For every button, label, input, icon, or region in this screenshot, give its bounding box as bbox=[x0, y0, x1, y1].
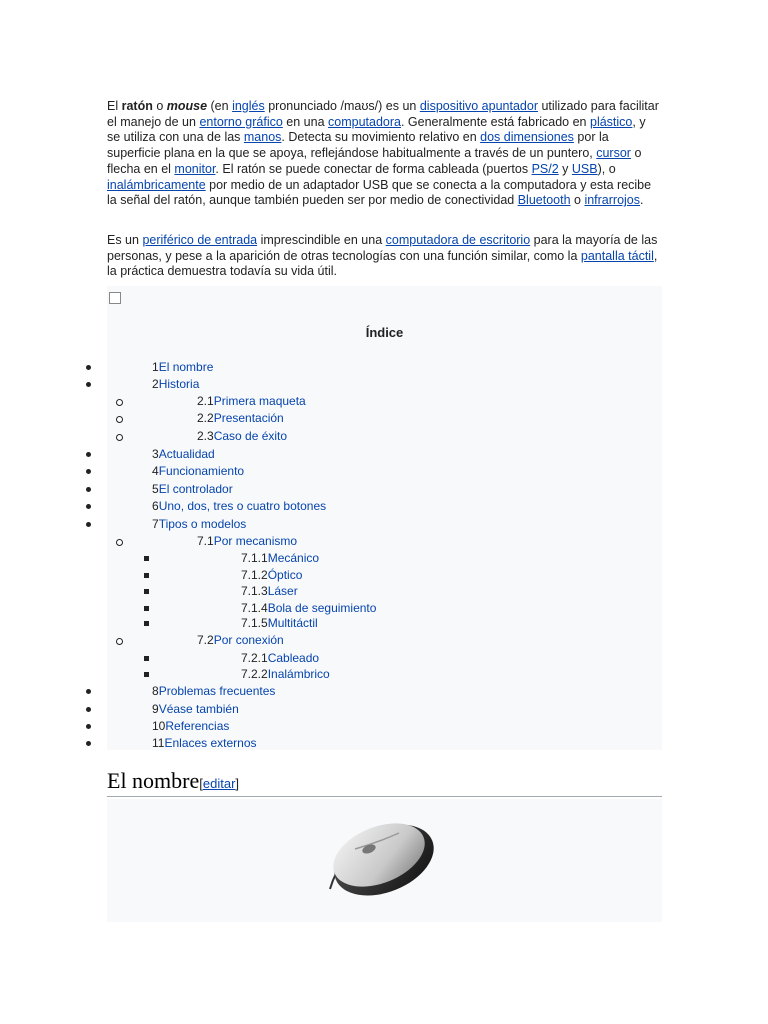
inline-link[interactable]: infrarrojos bbox=[584, 193, 641, 208]
toc-text: Inalámbrico bbox=[267, 667, 330, 681]
toc-bullet bbox=[144, 656, 149, 661]
toc-number: 2.1 bbox=[197, 394, 214, 408]
inline-link[interactable]: inglés bbox=[232, 99, 265, 113]
toc-item[interactable] bbox=[241, 584, 298, 598]
inline-link[interactable]: plástico bbox=[590, 114, 633, 129]
text-run: . Detecta su movimiento relativo en bbox=[281, 130, 481, 145]
toc-item[interactable] bbox=[197, 534, 297, 548]
toc-item[interactable] bbox=[152, 360, 213, 374]
inline-link[interactable]: periférico de entrada bbox=[142, 233, 258, 247]
toc-bullet bbox=[116, 434, 123, 441]
toc-item[interactable] bbox=[197, 394, 306, 408]
toc-item[interactable] bbox=[152, 684, 275, 698]
toc-number: 5 bbox=[152, 482, 159, 496]
toc-number: 7.1.3 bbox=[241, 584, 268, 598]
toc-text: Tipos o modelos bbox=[158, 517, 247, 531]
toc-text: Cableado bbox=[267, 651, 320, 665]
toc-bullet bbox=[86, 487, 91, 492]
intro-paragraph-1 bbox=[107, 99, 659, 209]
text-run: o bbox=[570, 193, 585, 208]
edit-link[interactable]: editar bbox=[202, 776, 236, 791]
toc-text: Actualidad bbox=[158, 447, 215, 461]
inline-link[interactable]: PS/2 bbox=[531, 161, 559, 176]
toc-number: 3 bbox=[152, 447, 159, 461]
text-run: por la superficie plana en la que se apoya, reflejándose habitualmente a través de un puntero, bbox=[107, 130, 609, 161]
toc-bullet bbox=[86, 689, 91, 694]
toc-number: 11 bbox=[152, 736, 165, 750]
toc-text: El controlador bbox=[158, 482, 233, 496]
toc-text: Uno, dos, tres o cuatro botones bbox=[158, 499, 327, 513]
toc-bullet bbox=[86, 382, 91, 387]
inline-link[interactable]: inalámbricamente bbox=[107, 177, 206, 192]
toc-text: Multitáctil bbox=[267, 616, 318, 630]
toc-bullet bbox=[116, 539, 123, 546]
toc-item[interactable] bbox=[152, 499, 326, 513]
toc-number: 2 bbox=[152, 377, 159, 391]
toc-number: 9 bbox=[152, 702, 159, 716]
toc-number: 6 bbox=[152, 499, 159, 513]
toc-number: 7 bbox=[152, 517, 159, 531]
inline-link[interactable]: USB bbox=[571, 161, 598, 176]
toc-number: 7.1.4 bbox=[241, 601, 268, 615]
toc-number: 7.2.1 bbox=[241, 651, 268, 665]
text-run: ratón bbox=[121, 99, 153, 113]
text-run: ), o bbox=[597, 161, 616, 176]
figure-box bbox=[107, 799, 662, 922]
toc-number: 7.1.5 bbox=[241, 616, 268, 630]
text-run: . Generalmente está fabricado en bbox=[400, 114, 590, 129]
text-run: mouse bbox=[166, 99, 208, 113]
toc-item[interactable] bbox=[152, 464, 244, 478]
inline-link[interactable]: manos bbox=[243, 130, 282, 145]
toc-text: Referencias bbox=[165, 719, 230, 733]
toc-bullet bbox=[144, 573, 149, 578]
toc-text: Problemas frecuentes bbox=[158, 684, 276, 698]
toc-bullet bbox=[86, 741, 91, 746]
inline-link[interactable]: pantalla táctil bbox=[580, 248, 654, 263]
inline-link[interactable]: monitor bbox=[174, 161, 216, 176]
toc-bullet bbox=[86, 452, 91, 457]
toc-text: Por conexión bbox=[213, 633, 284, 647]
toc-item[interactable] bbox=[197, 633, 284, 647]
text-run: o bbox=[152, 99, 167, 113]
toc-bullet bbox=[86, 522, 91, 527]
text-run: para la mayoría de las personas, y pese a la aparición de otras tecnologías con una función similar, como la bbox=[107, 233, 658, 263]
toc-bullet bbox=[86, 504, 91, 509]
intro-paragraph-2 bbox=[107, 233, 659, 280]
toc-bullet bbox=[116, 638, 123, 645]
text-run: en una bbox=[282, 114, 329, 129]
text-run: (en bbox=[207, 99, 233, 113]
toc-item[interactable] bbox=[241, 616, 318, 630]
toc-number: 1 bbox=[152, 360, 159, 374]
toc-number: 2.2 bbox=[197, 411, 214, 425]
toc-number: 7.1 bbox=[197, 534, 214, 548]
toc-text: Véase también bbox=[158, 702, 239, 716]
toc-number: 2.3 bbox=[197, 429, 214, 443]
toc-number: 10 bbox=[152, 719, 166, 733]
section-heading bbox=[107, 768, 662, 797]
toc-item[interactable] bbox=[152, 482, 233, 496]
toc-bullet bbox=[116, 416, 123, 423]
inline-link[interactable]: computadora de escritorio bbox=[385, 233, 531, 247]
toc-item[interactable] bbox=[152, 517, 246, 531]
text-run: imprescindible en una bbox=[257, 233, 386, 247]
toc-item[interactable] bbox=[152, 702, 239, 716]
toc-item[interactable] bbox=[152, 736, 257, 750]
toc-number: 4 bbox=[152, 464, 159, 478]
text-run: . bbox=[640, 193, 644, 208]
toc-bullet bbox=[86, 365, 91, 370]
text-run: . El ratón se puede conectar de forma cableada (puertos bbox=[215, 161, 532, 176]
section-heading-text: El nombre bbox=[107, 768, 200, 793]
toc-text: Primera maqueta bbox=[213, 394, 306, 408]
text-run: El bbox=[107, 99, 122, 113]
toc-text: Óptico bbox=[267, 568, 303, 582]
toc-toggle-checkbox[interactable] bbox=[109, 292, 121, 304]
toc-bullet bbox=[116, 399, 123, 406]
toc-bullet bbox=[144, 556, 149, 561]
toc-item[interactable] bbox=[241, 651, 319, 665]
toc-text: El nombre bbox=[158, 360, 214, 374]
toc-text: Mecánico bbox=[267, 551, 320, 565]
text-run: , la práctica demuestra todavía su vida útil. bbox=[107, 248, 658, 279]
toc-text: Bola de seguimiento bbox=[267, 601, 377, 615]
toc-bullet bbox=[86, 724, 91, 729]
toc-title: Índice bbox=[365, 325, 404, 340]
toc-text: Enlaces externos bbox=[164, 736, 257, 750]
toc-item[interactable] bbox=[152, 447, 215, 461]
toc-text: Funcionamiento bbox=[158, 464, 245, 478]
toc-number: 7.1.2 bbox=[241, 568, 268, 582]
toc-text: Presentación bbox=[213, 411, 284, 425]
toc-item[interactable] bbox=[241, 568, 302, 582]
text-run: , y se utiliza con una de las bbox=[107, 114, 646, 145]
text-run: pronunciado /maʊs/) es un bbox=[264, 99, 420, 113]
toc-item[interactable] bbox=[197, 429, 287, 443]
toc-bullet bbox=[86, 469, 91, 474]
text-run: o flecha en el bbox=[107, 146, 642, 176]
text-run: utilizado para facilitar el manejo de un bbox=[107, 99, 659, 129]
toc-number: 7.1.1 bbox=[241, 551, 268, 565]
text-run: y bbox=[558, 161, 572, 176]
text-run: Es un bbox=[107, 233, 143, 247]
inline-link[interactable]: dos dimensiones bbox=[480, 130, 574, 145]
toc-item[interactable] bbox=[241, 667, 330, 681]
inline-link[interactable]: Bluetooth bbox=[517, 193, 571, 208]
edit-section-link: [editar] bbox=[199, 776, 240, 791]
computer-mouse-icon bbox=[107, 799, 662, 922]
toc-number: 7.2 bbox=[197, 633, 214, 647]
toc-text: Por mecanismo bbox=[213, 534, 298, 548]
text-run: por medio de un adaptador USB que se conecta a la computadora y esta recibe la señal del ratón, aunque también pueden ser por medio de conectividad bbox=[107, 177, 652, 208]
toc-bullet bbox=[144, 589, 149, 594]
inline-link[interactable]: cursor bbox=[596, 146, 631, 161]
inline-link[interactable]: dispositivo apuntador bbox=[419, 99, 538, 113]
toc-item[interactable] bbox=[241, 601, 376, 615]
toc-number: 8 bbox=[152, 684, 159, 698]
toc-text: Caso de éxito bbox=[213, 429, 288, 443]
toc-item[interactable] bbox=[152, 719, 229, 733]
toc-bullet bbox=[144, 606, 149, 611]
toc-bullet bbox=[144, 672, 149, 677]
toc-item[interactable] bbox=[241, 551, 319, 565]
toc-item[interactable] bbox=[152, 377, 199, 391]
inline-link[interactable]: entorno gráfico bbox=[199, 114, 283, 129]
toc-item[interactable] bbox=[197, 411, 284, 425]
toc-number: 7.2.2 bbox=[241, 667, 268, 681]
toc-text: Historia bbox=[158, 377, 200, 391]
toc-text: Láser bbox=[267, 584, 298, 598]
toc-bullet bbox=[144, 621, 149, 626]
toc-bullet bbox=[86, 707, 91, 712]
inline-link[interactable]: computadora bbox=[328, 114, 401, 129]
